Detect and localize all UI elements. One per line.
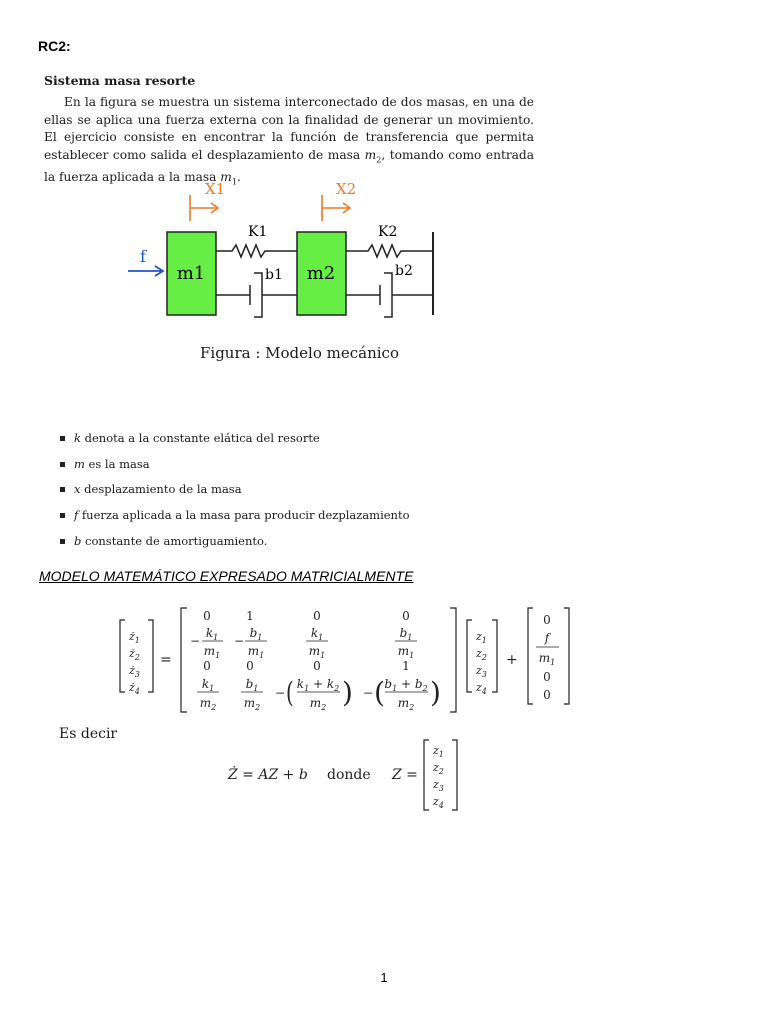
label-x1: X1 [205, 180, 226, 198]
label-m2: m2 [306, 263, 336, 284]
label-b2: b2 [395, 263, 413, 279]
section-title: Sistema masa resorte [44, 73, 196, 88]
svg-text:k1: $k_1$ [201, 677, 215, 693]
svg-text:(: ( [374, 676, 385, 709]
svg-text:ż3: $ż_3$ [129, 664, 140, 679]
intro-subscript-2: 2 [376, 155, 382, 165]
svg-text:z2: $z_2$ [476, 647, 487, 662]
svg-text:b1 + b2: $b_1 + b_2$ [384, 677, 428, 693]
svg-text:0: 0 [246, 659, 254, 673]
svg-text:0: 0 [543, 688, 551, 702]
svg-text:m1: $m_1$ [397, 644, 415, 660]
label-k1: K1 [248, 224, 268, 240]
displacement-arrow-x1 [190, 195, 218, 221]
svg-text:k1 + k2: $k_1 + k_2$ [296, 677, 340, 693]
list-item [60, 454, 410, 480]
intro-symbol-m: m [364, 147, 377, 162]
svg-text:m2: $m_2$ [309, 696, 327, 712]
spring-k2 [346, 245, 433, 257]
svg-text:z4: $z_4$ [476, 681, 487, 696]
svg-text:m1: $m_1$ [308, 644, 326, 660]
svg-text:0: 0 [543, 670, 551, 684]
svg-text:z3: $z_3$ [433, 778, 444, 793]
intro-text-3: . [236, 169, 241, 184]
state-vector [475, 630, 487, 696]
svg-text:Z =: Z = [392, 767, 418, 783]
svg-text:k1: $k_1$ [205, 626, 219, 642]
svg-text:b1: $b_1$ [245, 677, 259, 693]
bullet-symbol: m [74, 456, 85, 471]
svg-text:b1: $b_1$ [399, 626, 413, 642]
svg-text:1: 1 [402, 659, 410, 673]
compact-equation [220, 736, 480, 816]
bullet-text: denota a la constante elática del resorte [80, 431, 320, 445]
bullet-text: desplazamiento de la masa [80, 482, 242, 497]
svg-text:z1: $z_1$ [433, 744, 444, 759]
intro-text-2: , tomando como entrada la fuerza aplicada a la masa [44, 147, 534, 184]
system-matrix-a [190, 609, 441, 712]
svg-text:m2: $m_2$ [243, 696, 261, 712]
bullet-symbol: b [74, 533, 82, 548]
svg-text:ż2: $ż_2$ [129, 647, 140, 662]
svg-text:0: 0 [203, 659, 211, 673]
intro-symbol-m: m [220, 169, 232, 184]
force-arrow [128, 266, 163, 276]
svg-text:−: − [363, 686, 374, 700]
svg-text:m1: $m_1$ [538, 651, 556, 667]
svg-text:−: − [190, 634, 201, 648]
svg-text:+: + [506, 652, 518, 668]
intro-text-1: En la figura se muestra un sistema interconectado de dos masas, en una de ellas se aplica una fuerza externa con la finalidad de generar un movimiento. El ejercicio consiste en encontrar la función de transferencia que permita establecer como salida el desplazamiento de masa [44, 95, 534, 162]
svg-text:ż1: $ż_1$ [129, 630, 140, 645]
svg-text:z4: $z_4$ [433, 795, 444, 810]
svg-text:m1: $m_1$ [247, 644, 265, 660]
figure-caption: Figura : Modelo mecánico [200, 344, 399, 362]
damper-b1 [216, 273, 297, 317]
bullet-text: constante de amortiguamiento. [81, 533, 268, 548]
svg-text:m1: $m_1$ [203, 644, 221, 660]
bullet-text: fuerza aplicada a la masa para producir dezplazamiento [78, 508, 410, 523]
svg-text:): ) [430, 676, 441, 709]
list-item [60, 428, 410, 454]
input-vector [536, 613, 559, 702]
z-vector [432, 744, 444, 810]
svg-text:0: 0 [402, 609, 410, 623]
svg-text:0: 0 [203, 609, 211, 623]
svg-text:donde: donde [327, 767, 371, 783]
bullet-symbol: x [74, 482, 81, 497]
label-b1: b1 [265, 267, 283, 283]
svg-text:z1: $z_1$ [476, 630, 487, 645]
svg-text:=: = [160, 652, 172, 668]
svg-text:b1: $b_1$ [249, 626, 263, 642]
label-f: f [140, 247, 146, 266]
bullet-text: es la masa [84, 456, 150, 471]
damper-b2 [346, 273, 433, 317]
list-item [60, 505, 410, 531]
definitions-list [60, 428, 410, 556]
spring-k1 [216, 245, 297, 257]
svg-text:k1: $k_1$ [310, 626, 324, 642]
svg-text:): ) [342, 676, 353, 709]
svg-text:−: − [275, 686, 286, 700]
svg-text:0: 0 [313, 609, 321, 623]
svg-text:z3: $z_3$ [476, 664, 487, 679]
page-heading: RC2: [38, 38, 71, 54]
svg-text:0: 0 [313, 659, 321, 673]
state-derivative-vector [128, 630, 140, 696]
list-item [60, 531, 410, 557]
svg-text:ż4: $ż_4$ [129, 681, 140, 696]
svg-text:−: − [234, 634, 245, 648]
svg-text:m2: $m_2$ [397, 696, 415, 712]
state-space-equation [110, 602, 580, 714]
page-number: 1 [380, 970, 388, 985]
label-x2: X2 [336, 180, 357, 198]
label-k2: K2 [378, 224, 398, 240]
svg-text:z2: $z_2$ [433, 761, 444, 776]
list-item [60, 479, 410, 505]
bullet-symbol: k [74, 431, 81, 445]
displacement-arrow-x2 [322, 195, 350, 221]
svg-text:(: ( [286, 676, 294, 709]
svg-text:Ż = AZ + b: Ż = AZ + b [228, 767, 308, 783]
svg-text:0: 0 [543, 613, 551, 627]
matrix-section-title: MODELO MATEMÁTICO EXPRESADO MATRICIALMENTE [39, 568, 414, 584]
svg-text:m2: $m_2$ [199, 696, 217, 712]
es-decir-text: Es decir [59, 726, 118, 742]
svg-text:f: f [544, 631, 550, 645]
mass-spring-figure [120, 175, 450, 325]
bullet-symbol: f [74, 508, 79, 523]
label-m1: m1 [176, 263, 206, 284]
intro-subscript-1: 1 [231, 177, 237, 187]
svg-text:1: 1 [246, 609, 254, 623]
